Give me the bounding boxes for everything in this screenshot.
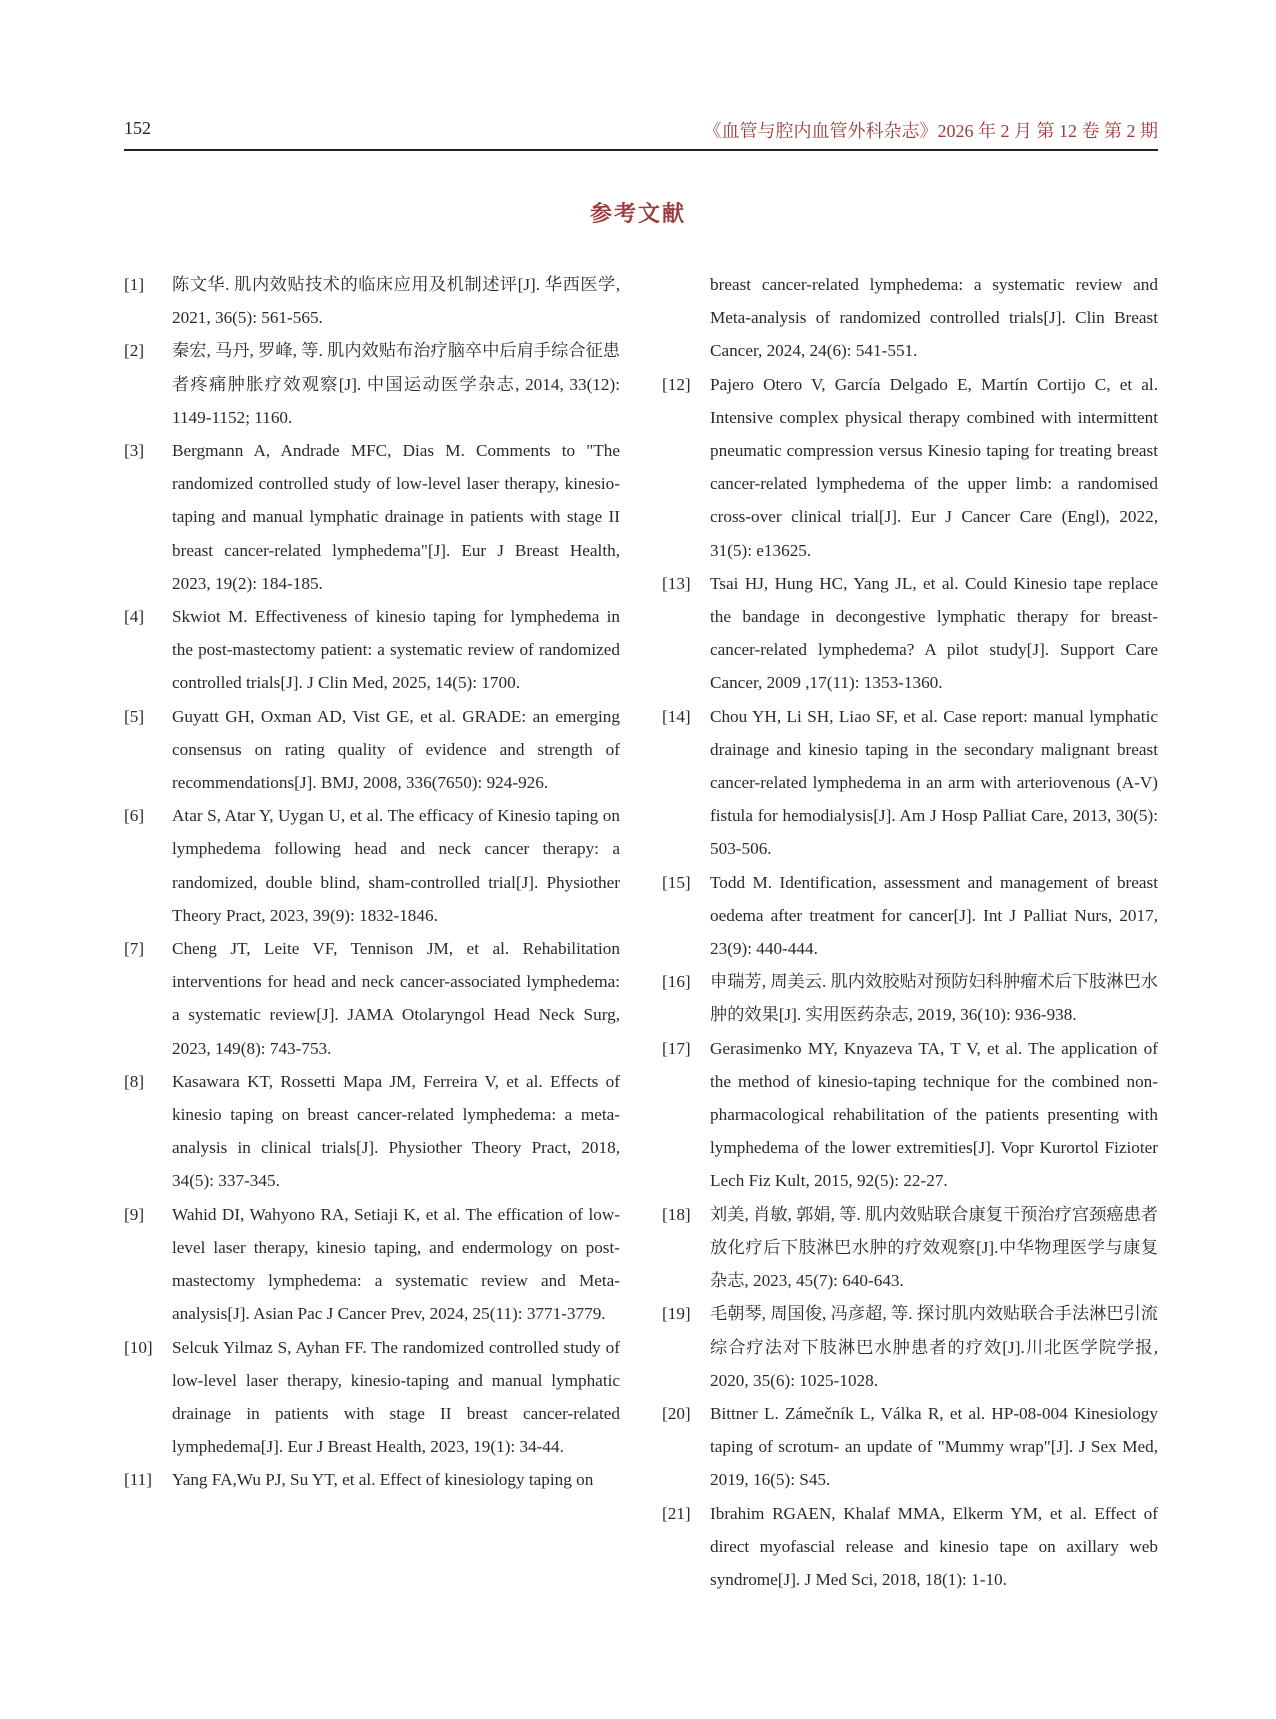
reference-number: [11] xyxy=(124,1470,152,1490)
reference-text: Skwiot M. Effectiveness of kinesio taping for lymphedema in the post-mastectomy patient: a systematic review of randomized controlled trials[J]. J Clin Med, 2025, 14(5): 1700. xyxy=(172,607,620,693)
reference-text: Tsai HJ, Hung HC, Yang JL, et al. Could Kinesio tape replace the bandage in decongestive lymphatic therapy for breast-cancer-related lymphedema? A pilot study[J]. Support Care Cancer, 2009 ,17(11): 1353-1360. xyxy=(710,573,1158,693)
reference-text: Cheng JT, Leite VF, Tennison JM, et al. Rehabilitation interventions for head and neck cancer-associated lymphedema: a systematic review[J]. JAMA Otolaryngol Head Neck Surg, 2023, 149(8): 743-753. xyxy=(172,939,620,1058)
reference-item xyxy=(662,1198,1158,1298)
reference-item xyxy=(124,268,620,334)
reference-item xyxy=(124,799,620,932)
reference-number: [17] xyxy=(662,1038,691,1058)
reference-number: [16] xyxy=(662,972,691,992)
reference-continuation: breast cancer-related lymphedema: a systematic review and Meta-analysis of randomized controlled trials[J]. Clin Breast Cancer, 2024, 24(6): 541-551. xyxy=(710,275,1158,361)
reference-item xyxy=(662,1297,1158,1397)
reference-item xyxy=(124,932,620,1065)
reference-number: [20] xyxy=(662,1403,691,1423)
reference-number: [5] xyxy=(124,706,145,726)
reference-text: Bittner L. Zámečník L, Válka R, et al. HP-08-004 Kinesiology taping of scrotum- an update of "Mummy wrap"[J]. J Sex Med, 2019, 16(5): S45. xyxy=(710,1403,1158,1490)
references-right-column xyxy=(662,268,1158,1596)
reference-item xyxy=(662,965,1158,1031)
reference-text: Guyatt GH, Oxman AD, Vist GE, et al. GRADE: an emerging consensus on rating quality of evidence and strength of recommendations[J]. BMJ, 2008, 336(7650): 924-926. xyxy=(172,706,620,793)
references-left-column xyxy=(124,268,620,1497)
reference-text: Kasawara KT, Rossetti Mapa JM, Ferreira V, et al. Effects of kinesio taping on breast cancer-related lymphedema: a meta-analysis in clinical trials[J]. Physiother Theory Pract, 2018, 34(5): 337-345. xyxy=(172,1071,620,1191)
reference-text: Bergmann A, Andrade MFC, Dias M. Comments to "The randomized controlled study of low-level laser therapy, kinesio-taping and manual lymphatic drainage in patients with stage II breast cancer-related lymphedema"[J]. Eur J Breast Health, 2023, 19(2): 184-185. xyxy=(172,441,620,593)
reference-number: [2] xyxy=(124,341,145,361)
reference-number: [12] xyxy=(662,374,691,394)
reference-text: Pajero Otero V, García Delgado E, Martín Cortijo C, et al. Intensive complex physical therapy combined with intermittent pneumatic compression versus Kinesio taping for treating breast cancer-related lymphedema of the upper limb: a randomised cross-over clinical trial[J]. Eur J Cancer Care (Engl), 2022, 31(5): e13625. xyxy=(710,374,1158,560)
reference-number: [21] xyxy=(662,1503,691,1523)
reference-item xyxy=(662,866,1158,966)
reference-number: [18] xyxy=(662,1204,691,1224)
reference-item xyxy=(662,1497,1158,1597)
reference-item xyxy=(124,600,620,700)
reference-item xyxy=(662,1397,1158,1497)
reference-item xyxy=(124,700,620,800)
reference-item xyxy=(124,1065,620,1198)
reference-item xyxy=(662,1032,1158,1198)
reference-text: 申瑞芳, 周美云. 肌内效胶贴对预防妇科肿瘤术后下肢淋巴水肿的效果[J]. 实用医药杂志, 2019, 36(10): 936-938. xyxy=(710,972,1158,1025)
reference-text: 秦宏, 马丹, 罗峰, 等. 肌内效贴布治疗脑卒中后肩手综合征患者疼痛肿胀疗效观察[J]. 中国运动医学杂志, 2014, 33(12): 1149-1152; 1160. xyxy=(172,341,620,427)
reference-number: [9] xyxy=(124,1204,145,1224)
reference-item xyxy=(124,334,620,434)
reference-text: Todd M. Identification, assessment and management of breast oedema after treatment for cancer[J]. Int J Palliat Nurs, 2017, 23(9): 440-444. xyxy=(710,872,1158,959)
reference-text: 毛朝琴, 周国俊, 冯彦超, 等. 探讨肌内效贴联合手法淋巴引流综合疗法对下肢淋巴水肿患者的疗效[J].川北医学院学报, 2020, 35(6): 1025-1028. xyxy=(710,1304,1158,1390)
reference-text: Ibrahim RGAEN, Khalaf MMA, Elkerm YM, et al. Effect of direct myofascial release and kinesio tape on axillary web syndrome[J]. J Med Sci, 2018, 18(1): 1-10. xyxy=(710,1503,1158,1589)
reference-item xyxy=(124,1331,620,1464)
reference-item xyxy=(662,567,1158,700)
reference-number: [7] xyxy=(124,939,145,959)
reference-number: [4] xyxy=(124,607,145,627)
page-number: 152 xyxy=(124,118,151,138)
reference-text: 刘美, 肖敏, 郭娟, 等. 肌内效贴联合康复干预治疗宫颈癌患者放化疗后下肢淋巴水肿的疗效观察[J].中华物理医学与康复杂志, 2023, 45(7): 640-643. xyxy=(710,1204,1158,1291)
reference-text: Gerasimenko MY, Knyazeva TA, T V, et al. The application of the method of kinesio-taping technique for the combined non-pharmacological rehabilitation of the patients presenting with lymphedema of the lower extremities[J]. Vopr Kurortol Fizioter Lech Fiz Kult, 2015, 92(5): 22-27. xyxy=(710,1038,1158,1191)
reference-text: Yang FA,Wu PJ, Su YT, et al. Effect of kinesiology taping on xyxy=(172,1470,594,1490)
reference-number: [8] xyxy=(124,1071,145,1091)
reference-item xyxy=(662,368,1158,567)
reference-item xyxy=(662,700,1158,866)
reference-text: 陈文华. 肌内效贴技术的临床应用及机制述评[J]. 华西医学, 2021, 36(5): 561-565. xyxy=(172,275,620,328)
reference-number: [1] xyxy=(124,275,145,294)
reference-item xyxy=(124,1463,620,1496)
reference-text: Atar S, Atar Y, Uygan U, et al. The efficacy of Kinesio taping on lymphedema following head and neck cancer therapy: a randomized, double blind, sham-controlled trial[J]. Physiother Theory Pract, 2023, 39(9): 1832-1846. xyxy=(172,806,620,925)
reference-item xyxy=(124,1198,620,1331)
section-title: 参考文献 xyxy=(589,202,686,227)
reference-number: [13] xyxy=(662,573,691,593)
header-rule xyxy=(124,149,1158,151)
reference-number: [10] xyxy=(124,1337,153,1357)
reference-number: [14] xyxy=(662,706,691,726)
reference-item xyxy=(124,434,620,600)
reference-number: [3] xyxy=(124,441,145,461)
reference-number: [15] xyxy=(662,872,691,892)
journal-info: 《血管与腔内血管外科杂志》2026 年 2 月 第 12 卷 第 2 期 xyxy=(703,121,1158,141)
reference-text: Chou YH, Li SH, Liao SF, et al. Case report: manual lymphatic drainage and kinesio taping in the secondary malignant breast cancer-related lymphedema in an arm with arteriovenous (A-V) fistula for hemodialysis[J]. Am J Hosp Palliat Care, 2013, 30(5): 503-506. xyxy=(710,706,1158,859)
reference-text: Selcuk Yilmaz S, Ayhan FF. The randomized controlled study of low-level laser therapy, kinesio-taping and manual lymphatic drainage in patients with stage II breast cancer-related lymphedema[J]. Eur J Breast Health, 2023, 19(1): 34-44. xyxy=(172,1337,620,1457)
reference-number: [6] xyxy=(124,806,145,826)
reference-text: Wahid DI, Wahyono RA, Setiaji K, et al. The effication of low-level laser therapy, kinesio taping, and endermology on post-mastectomy lymphedema: a systematic review and Meta-analysis[J]. Asian Pac J Cancer Prev, 2024, 25(11): 3771-3779. xyxy=(172,1204,620,1324)
reference-number: [19] xyxy=(662,1304,691,1324)
